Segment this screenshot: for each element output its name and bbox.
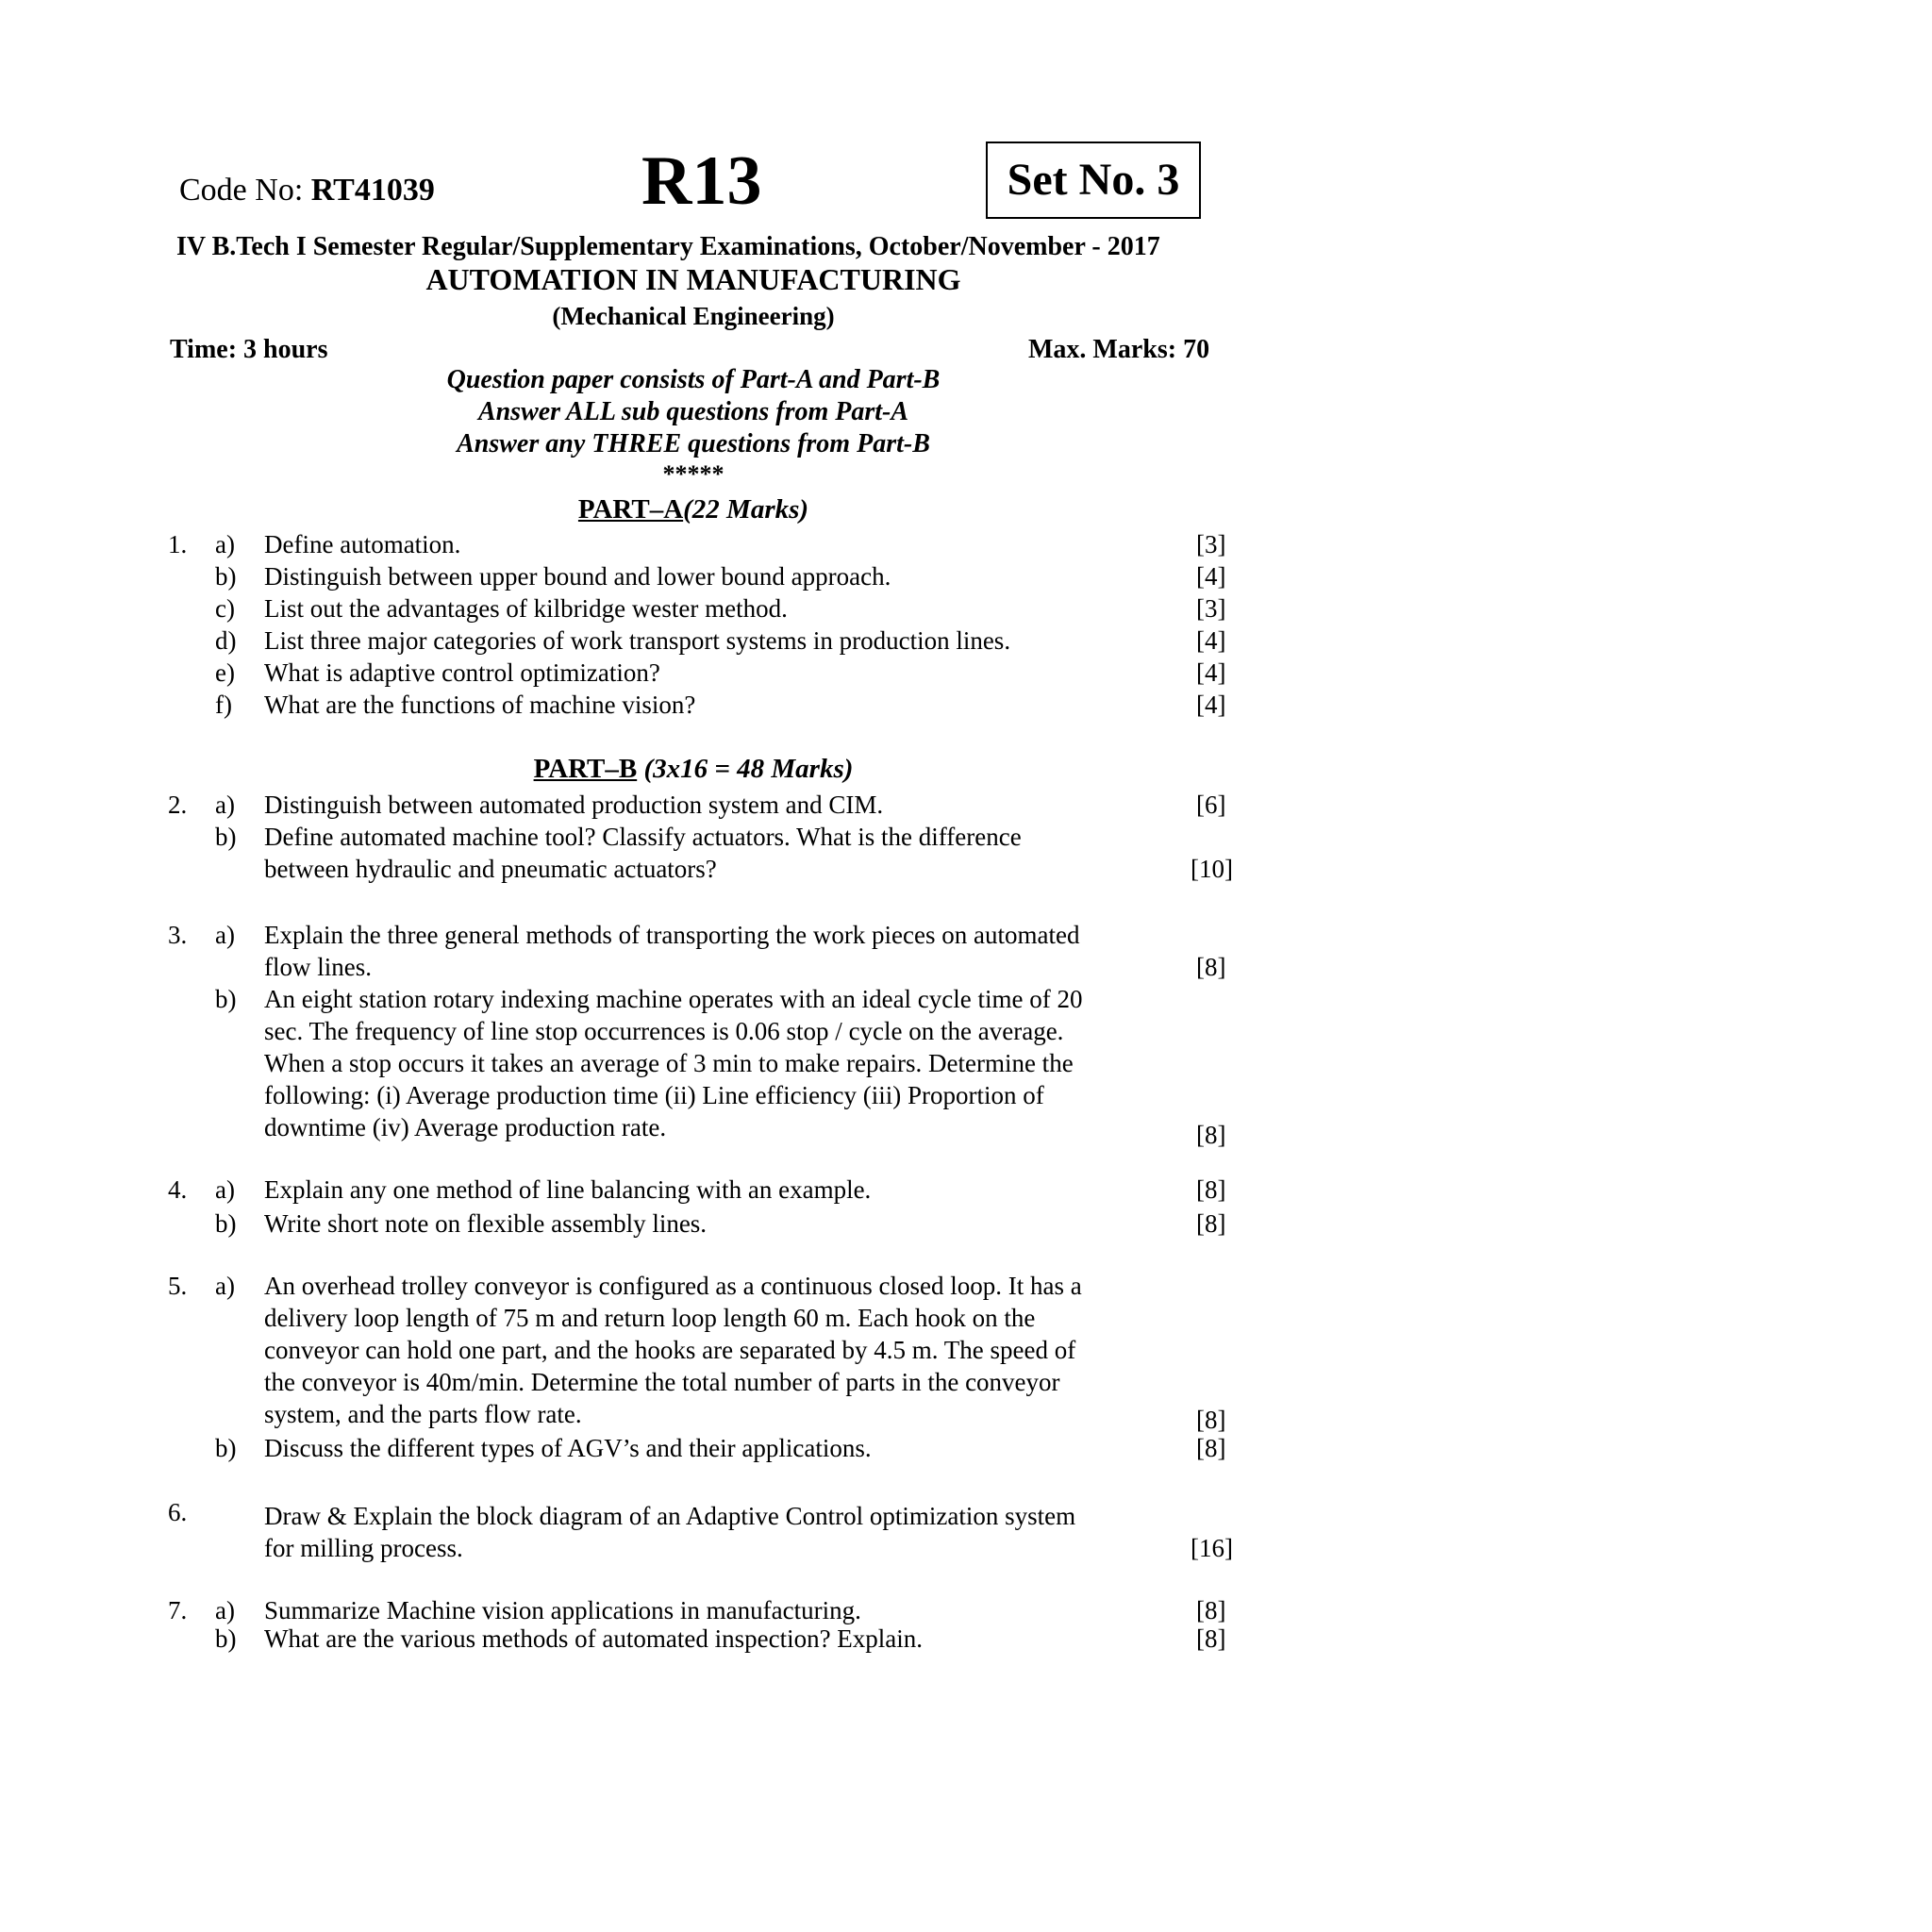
question-text: conveyor can hold one part, and the hooks are separated by 4.5 m. The speed of <box>264 1336 1076 1364</box>
marks: [10] <box>1191 855 1233 883</box>
instruction-line: Question paper consists of Part-A and Part-B <box>446 365 941 394</box>
question-text: between hydraulic and pneumatic actuators? <box>264 855 717 883</box>
question-text: What are the various methods of automated inspection? Explain. <box>264 1624 924 1653</box>
department: (Mechanical Engineering) <box>552 302 835 330</box>
question-text: Explain any one method of line balancing with an example. <box>264 1175 872 1204</box>
sub-label: b) <box>215 1434 237 1462</box>
marks: [8] <box>1196 1406 1226 1434</box>
question-text: Write short note on flexible assembly lines. <box>264 1209 708 1238</box>
question-text: Summarize Machine vision applications in manufacturing. <box>264 1596 861 1624</box>
sub-label: a) <box>215 530 235 558</box>
sub-label: e) <box>215 658 235 687</box>
question-text: Explain the three general methods of transporting the work pieces on automated <box>264 921 1080 949</box>
marks: [4] <box>1196 691 1226 719</box>
question-text: delivery loop length of 75 m and return loop length 60 m. Each hook on the <box>264 1304 1036 1332</box>
question-number: 1. <box>168 530 188 558</box>
marks: [16] <box>1191 1534 1233 1562</box>
sub-label: a) <box>215 921 235 949</box>
marks: [8] <box>1196 1624 1226 1653</box>
sub-label: a) <box>215 1596 235 1624</box>
separator-stars: ***** <box>662 460 724 488</box>
question-text: the conveyor is 40m/min. Determine the total number of parts in the conveyor <box>264 1368 1060 1396</box>
part-b-marks: (3x16 = 48 Marks) <box>643 754 854 784</box>
question-number: 5. <box>168 1272 188 1300</box>
question-text: Distinguish between automated production system and CIM. <box>264 791 884 819</box>
question-text: downtime (iv) Average production rate. <box>264 1113 667 1141</box>
question-text: flow lines. <box>264 953 372 981</box>
sub-label: a) <box>215 1175 235 1204</box>
part-a-heading <box>0 494 1387 525</box>
question-text: List out the advantages of kilbridge wester method. <box>264 594 788 623</box>
sub-label: b) <box>215 1209 237 1238</box>
question-text: following: (i) Average production time (ii) Line efficiency (iii) Proportion of <box>264 1081 1044 1109</box>
marks: [6] <box>1196 791 1226 819</box>
marks: [3] <box>1196 530 1226 558</box>
marks: [8] <box>1196 1596 1226 1624</box>
question-text: Draw & Explain the block diagram of an Adaptive Control optimization system <box>264 1502 1076 1530</box>
marks: [3] <box>1196 594 1226 623</box>
question-number: 6. <box>168 1498 188 1526</box>
question-text: Define automated machine tool? Classify actuators. What is the difference <box>264 823 1022 851</box>
question-text: Distinguish between upper bound and lower bound approach. <box>264 562 891 591</box>
sub-label: d) <box>215 626 237 655</box>
question-text: system, and the parts flow rate. <box>264 1400 582 1428</box>
part-b-heading <box>0 754 1387 785</box>
question-text: for milling process. <box>264 1534 463 1562</box>
code-number <box>179 173 435 208</box>
time-allowed: Time: 3 hours <box>170 335 328 364</box>
question-number: 7. <box>168 1596 188 1624</box>
marks: [8] <box>1196 1434 1226 1462</box>
sub-label: b) <box>215 1624 237 1653</box>
sub-label: a) <box>215 1272 235 1300</box>
question-number: 2. <box>168 791 188 819</box>
sub-label: b) <box>215 562 237 591</box>
part-a-marks: (22 Marks) <box>683 494 809 525</box>
question-text: What are the functions of machine vision? <box>264 691 696 719</box>
marks: [8] <box>1196 1209 1226 1238</box>
question-text: An overhead trolley conveyor is configured as a continuous closed loop. It has a <box>264 1272 1082 1300</box>
sub-label: c) <box>215 594 235 623</box>
question-text: When a stop occurs it takes an average of 3 min to make repairs. Determine the <box>264 1049 1074 1077</box>
question-text: Discuss the different types of AGV’s and their applications. <box>264 1434 872 1462</box>
question-text: An eight station rotary indexing machine operates with an ideal cycle time of 20 <box>264 985 1083 1013</box>
marks: [4] <box>1196 626 1226 655</box>
instruction-line: Answer any THREE questions from Part-B <box>457 429 930 458</box>
set-number-box: Set No. 3 <box>986 142 1201 219</box>
code-value: RT41039 <box>310 173 435 208</box>
marks: [4] <box>1196 562 1226 591</box>
sub-label: a) <box>215 791 235 819</box>
marks: [8] <box>1196 1175 1226 1204</box>
part-b-title: PART–B <box>533 754 638 784</box>
sub-label: b) <box>215 985 237 1013</box>
subject-title: AUTOMATION IN MANUFACTURING <box>425 262 961 296</box>
question-text: sec. The frequency of line stop occurrences is 0.06 stop / cycle on the average. <box>264 1017 1064 1045</box>
code-prefix: Code No: <box>179 173 311 208</box>
sub-label: b) <box>215 823 237 851</box>
exam-title: IV B.Tech I Semester Regular/Supplementary Examinations, October/November - 2017 <box>176 232 1160 261</box>
marks: [8] <box>1196 1121 1226 1149</box>
question-number: 4. <box>168 1175 188 1204</box>
question-text: List three major categories of work transport systems in production lines. <box>264 626 1011 655</box>
sub-label: f) <box>215 691 232 719</box>
max-marks: Max. Marks: 70 <box>1028 335 1210 364</box>
question-text: What is adaptive control optimization? <box>264 658 660 687</box>
marks: [8] <box>1196 953 1226 981</box>
regulation-label: R13 <box>641 142 762 220</box>
question-text: Define automation. <box>264 530 461 558</box>
part-a-title: PART–A <box>577 494 684 525</box>
instruction-line: Answer ALL sub questions from Part-A <box>477 397 909 426</box>
marks: [4] <box>1196 658 1226 687</box>
question-number: 3. <box>168 921 188 949</box>
